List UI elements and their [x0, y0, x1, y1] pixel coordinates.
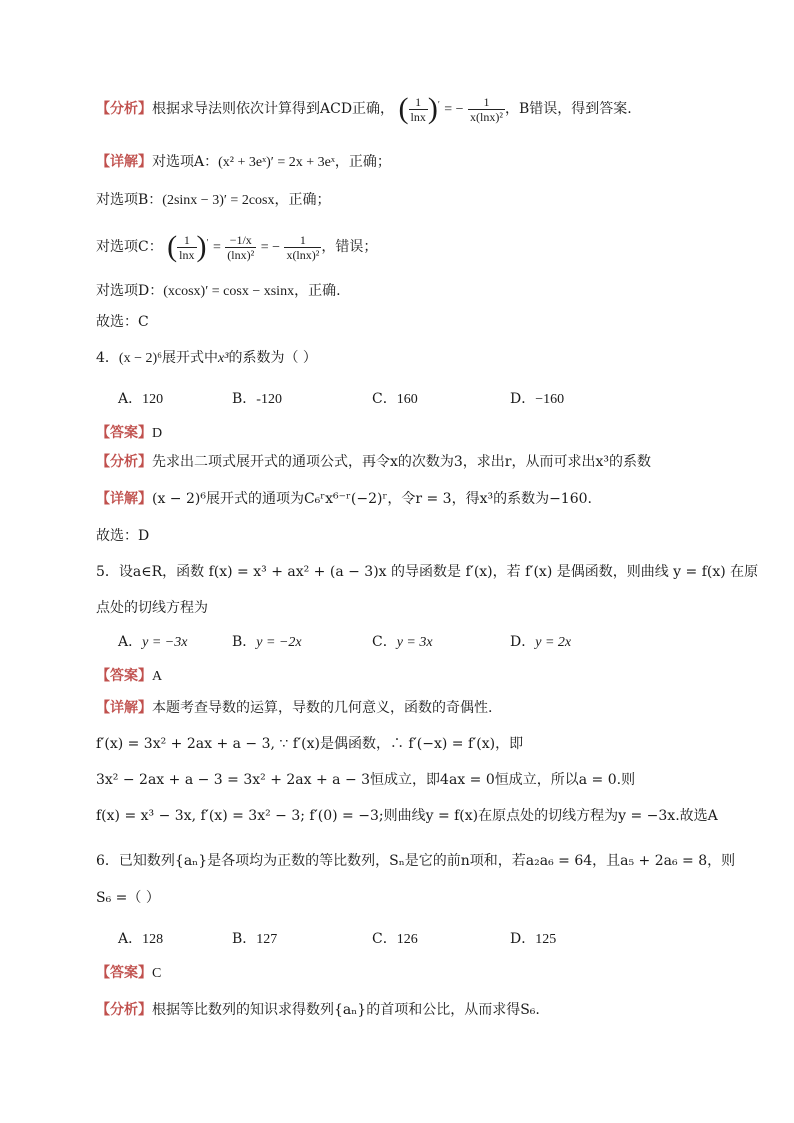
q5-detail-line2: f′(x) = 3x² + 2ax + a − 3, ∵ f′(x)是偶函数，∴ f′(−x) = f′(x)，即	[96, 736, 524, 752]
detail-tag: 【详解】	[96, 154, 152, 170]
q4-analysis: 【分析】先求出二项式展开式的通项公式，再令x的次数为3，求出r，从而可求出x³的系数	[96, 454, 652, 470]
q5-option-b: B．y = −2x	[232, 634, 302, 650]
q5-answer: 【答案】A	[96, 668, 163, 684]
q5-option-a: A．y = −3x	[118, 634, 188, 650]
analysis-tag: 【分析】	[96, 101, 152, 117]
q4-option-d: D．−160	[510, 391, 565, 407]
fraction: $\frac{1}{\text{x(lnx)²}}$	[470, 94, 503, 124]
q6-analysis: 【分析】根据等比数列的知识求得数列{aₙ}的首项和公比，从而求得S₆.	[96, 1002, 540, 1018]
fraction: $\frac{1}{\ln x}$	[410, 94, 426, 124]
q3-choice: 故选：C	[96, 314, 149, 330]
q4-option-b: B．-120	[232, 391, 282, 407]
q4-option-a: A．120	[118, 391, 164, 407]
q3-detail-c: 对选项C： ( $\frac{1}{\ln x}$ )′ = $\frac{-1/x}{\text{(lnx)²}}$ = − $\frac{1}{\text{x(lnx)²}}$ ，错误；	[96, 230, 378, 263]
q5-detail-line4: f(x) = x³ − 3x, f′(x) = 3x² − 3; f′(0) = −3;则曲线y = f(x)在原点处的切线方程为y = −3x.故选A	[96, 808, 718, 824]
q3-detail-a: 【详解】对选项A：(x² + 3eˣ)′ = 2x + 3eˣ，正确；	[96, 154, 391, 170]
q3-detail-b: 对选项B：(2sinx − 3)′ = 2cosx，正确；	[96, 192, 331, 208]
q4-option-c: C．160	[372, 391, 418, 407]
q6-option-d: D．125	[510, 931, 557, 947]
q6-stem-line1: 6．已知数列{aₙ}是各项均为正数的等比数列，Sₙ是它的前n项和，若a₂a₆ = 64，且a₅ + 2a₆ = 8，则	[96, 853, 736, 869]
q5-option-c: C．y = 3x	[372, 634, 433, 650]
q5-stem-line2: 点处的切线方程为	[96, 600, 208, 616]
q3-analysis: 【分析】根据求导法则依次计算得到ACD正确， ( $\frac{1}{\ln x}$ )′ = − $\frac{1}{\text{x(lnx)²}}$ ，B错误，得到答案.	[96, 92, 632, 125]
q4-stem: 4．(x − 2)⁶展开式中x³的系数为（ ）	[96, 350, 317, 366]
q4-answer: 【答案】D	[96, 425, 163, 441]
q6-option-b: B．127	[232, 931, 278, 947]
q5-stem-line1: 5．设a∈R，函数 f(x) = x³ + ax² + (a − 3)x 的导函数是 f′(x)，若 f′(x) 是偶函数，则曲线 y = f(x) 在原	[96, 564, 759, 580]
q5-option-d: D．y = 2x	[510, 634, 572, 650]
q5-detail-line3: 3x² − 2ax + a − 3 = 3x² + 2ax + a − 3恒成立，即4ax = 0恒成立，所以a = 0.则	[96, 772, 636, 788]
q6-option-a: A．128	[118, 931, 164, 947]
q4-detail: 【详解】(x − 2)⁶展开式的通项为C₆ʳx⁶⁻ʳ(−2)ʳ，令r = 3，得x³的系数为−160.	[96, 491, 592, 507]
q5-detail-line1: 【详解】本题考查导数的运算，导数的几何意义，函数的奇偶性.	[96, 700, 493, 716]
q6-answer: 【答案】C	[96, 965, 162, 981]
q6-stem-line2: S₆ =（ ）	[96, 890, 160, 906]
q4-choice: 故选：D	[96, 528, 150, 544]
q3-detail-d: 对选项D：(xcosx)′ = cosx − xsinx，正确.	[96, 283, 341, 299]
q6-option-c: C．126	[372, 931, 418, 947]
